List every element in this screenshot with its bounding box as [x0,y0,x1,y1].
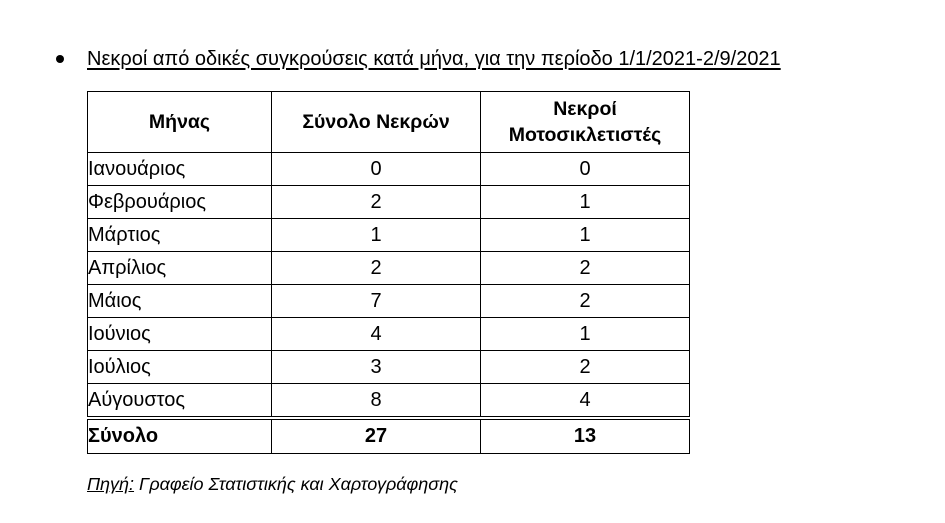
cell-total-deaths: 8 [272,384,481,419]
deaths-table [87,91,690,454]
cell-total-deaths: 0 [272,153,481,186]
header-total-deaths: Σύνολο Νεκρών [272,92,481,153]
table-title: Νεκροί από οδικές συγκρούσεις κατά μήνα, για την περίοδο 1/1/2021-2/9/2021 [87,47,781,70]
source-text: Γραφείο Στατιστικής και Χαρτογράφησης [139,474,458,494]
table-row [88,252,690,285]
cell-total-deaths: 7 [272,285,481,318]
cell-motorcyclist-deaths: 1 [481,186,690,219]
table-header-row [88,92,690,153]
total-label: Σύνολο [88,418,272,454]
total-deaths-value: 27 [272,418,481,454]
cell-month: Φεβρουάριος [88,186,272,219]
table-row [88,285,690,318]
cell-total-deaths: 4 [272,318,481,351]
table-row [88,351,690,384]
cell-motorcyclist-deaths: 2 [481,285,690,318]
cell-motorcyclist-deaths: 0 [481,153,690,186]
cell-motorcyclist-deaths: 2 [481,351,690,384]
table-row [88,384,690,419]
cell-month: Απρίλιος [88,252,272,285]
cell-month: Ιανουάριος [88,153,272,186]
table-row [88,186,690,219]
cell-motorcyclist-deaths: 1 [481,219,690,252]
source-note [87,474,458,495]
cell-month: Αύγουστος [88,384,272,419]
cell-month: Μάρτιος [88,219,272,252]
bullet-icon [56,55,64,63]
table-row [88,153,690,186]
cell-motorcyclist-deaths: 4 [481,384,690,419]
table-row [88,219,690,252]
total-row [88,418,690,454]
cell-total-deaths: 1 [272,219,481,252]
table-row [88,318,690,351]
cell-month: Ιούλιος [88,351,272,384]
cell-month: Ιούνιος [88,318,272,351]
header-motorcyclist-deaths [481,92,690,153]
source-label: Πηγή: [87,474,135,494]
header-motorcyclist-deaths-text: Νεκροί Μοτοσικλετιστές [508,98,662,146]
total-motorcyclist-value: 13 [481,418,690,454]
cell-motorcyclist-deaths: 2 [481,252,690,285]
cell-motorcyclist-deaths: 1 [481,318,690,351]
heading-row [56,44,781,74]
cell-total-deaths: 3 [272,351,481,384]
header-month: Μήνας [88,92,272,153]
cell-total-deaths: 2 [272,186,481,219]
cell-total-deaths: 2 [272,252,481,285]
cell-month: Μάιος [88,285,272,318]
